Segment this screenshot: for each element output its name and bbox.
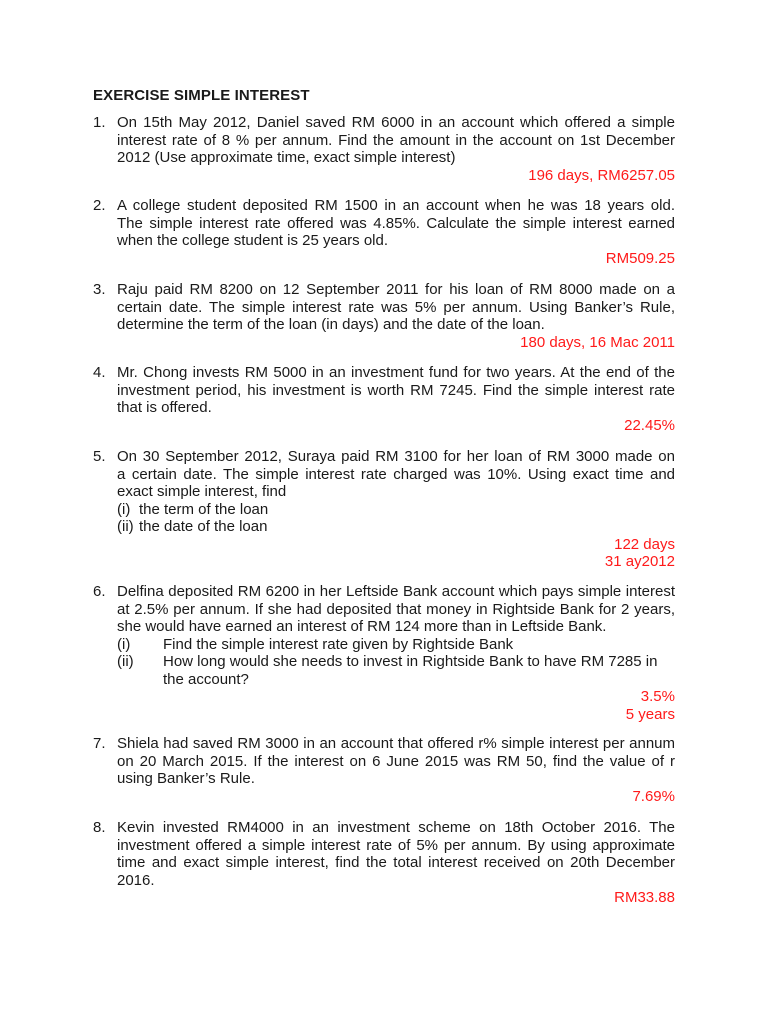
question-number: 2. [93,197,106,214]
question-text-line: determine the term of the loan (in days) and the date of the loan. [117,316,545,333]
answer: 122 days [614,535,675,553]
question-text-line: a certain date. The simple interest rate charged was 10%. Using exact time and [117,465,675,483]
question-number: 8. [93,819,106,836]
question-text-line: The simple interest rate offered was 4.85%. Calculate the simple interest earned [117,214,675,232]
answer: 5 years [625,705,675,723]
question-text-line: time and exact simple interest, find the total interest received on 20th December [117,854,675,871]
question-text-line: 2016. [117,871,155,889]
question-text-line: Shiela had saved RM 3000 in an account that offered r% simple interest per annum [117,735,675,752]
answer: RM33.88 [614,889,675,906]
sub-question-text: the term of the loan [139,500,269,518]
question-text-line: when the college student is 25 years old. [117,232,389,249]
question-number: 3. [93,281,106,298]
question-text-line: she would have earned an interest of RM 124 more than in Leftside Bank. [117,618,607,635]
question-number: 4. [93,364,106,381]
sub-question-label: (i) [117,500,131,518]
question-text-line: investment period, his investment is worth RM 7245. Find the simple interest rate [117,381,675,399]
sub-question-continuation [117,671,675,689]
answer: 31 ay2012 [604,553,675,570]
question-number: 6. [93,583,106,600]
question-text-line: exact simple interest, find [117,483,287,500]
sub-question-text: How long would she needs to invest in Rightside Bank to have RM 7285 in [163,653,658,670]
question-text-line: using Banker’s Rule. [117,770,255,787]
sub-question [117,636,675,654]
question-2 [93,197,675,267]
sub-question-label: (ii) [117,653,134,670]
question-text-line: on 20 March 2015. If the interest on 6 June 2015 was RM 50, find the value of r [117,752,675,770]
question-text-line: Mr. Chong invests RM 5000 in an investment fund for two years. At the end of the [117,364,675,381]
sub-question-label: (ii) [117,518,134,535]
sub-question-text: the account? [163,670,249,688]
page-title: EXERCISE SIMPLE INTEREST [93,87,310,104]
question-text-line: 2012 (Use approximate time, exact simple interest) [117,149,456,166]
answer: 22.45% [624,416,675,434]
question-text-line: On 15th May 2012, Daniel saved RM 6000 in an account which offered a simple [117,114,675,131]
question-text-line: that is offered. [117,399,212,416]
sub-question [117,653,675,671]
question-text-line: Delfina deposited RM 6200 in her Leftside Bank account which pays simple interest [117,583,675,600]
sub-question-text: the date of the loan [139,518,268,535]
question-text-line: investment offered a simple interest rate of 5% per annum. By using approximate [117,836,675,854]
question-number: 5. [93,448,106,465]
sub-question [117,501,675,519]
question-7 [93,735,675,805]
answer: 180 days, 16 Mac 2011 [520,333,675,351]
sub-question [117,518,675,536]
question-text-line: at 2.5% per annum. If she had deposited that money in Rightside Bank for 2 years, [117,600,675,618]
question-text-line: A college student deposited RM 1500 in an account when he was 18 years old. [117,197,675,214]
question-3 [93,281,675,351]
answer: RM509.25 [605,249,675,267]
question-4 [93,364,675,434]
question-text-line: interest rate of 8 % per annum. Find the amount in the account on 1st December [117,131,675,149]
answer: 3.5% [640,688,675,705]
question-6 [93,583,675,723]
question-number: 1. [93,114,106,131]
sub-question-label: (i) [117,635,131,653]
question-number: 7. [93,735,106,752]
sub-question-text: Find the simple interest rate given by Rightside Bank [163,635,514,653]
answer: 196 days, RM6257.05 [528,166,675,184]
answer: 7.69% [632,787,675,805]
question-1 [93,114,675,184]
question-text-line: On 30 September 2012, Suraya paid RM 3100 for her loan of RM 3000 made on [117,448,675,465]
question-text-line: certain date. The simple interest rate was 5% per annum. Using Banker’s Rule, [117,298,675,316]
question-text-line: Kevin invested RM4000 in an investment scheme on 18th October 2016. The [117,819,675,836]
question-5 [93,448,675,571]
question-8 [93,819,675,907]
question-text-line: Raju paid RM 8200 on 12 September 2011 for his loan of RM 8000 made on a [117,281,675,298]
